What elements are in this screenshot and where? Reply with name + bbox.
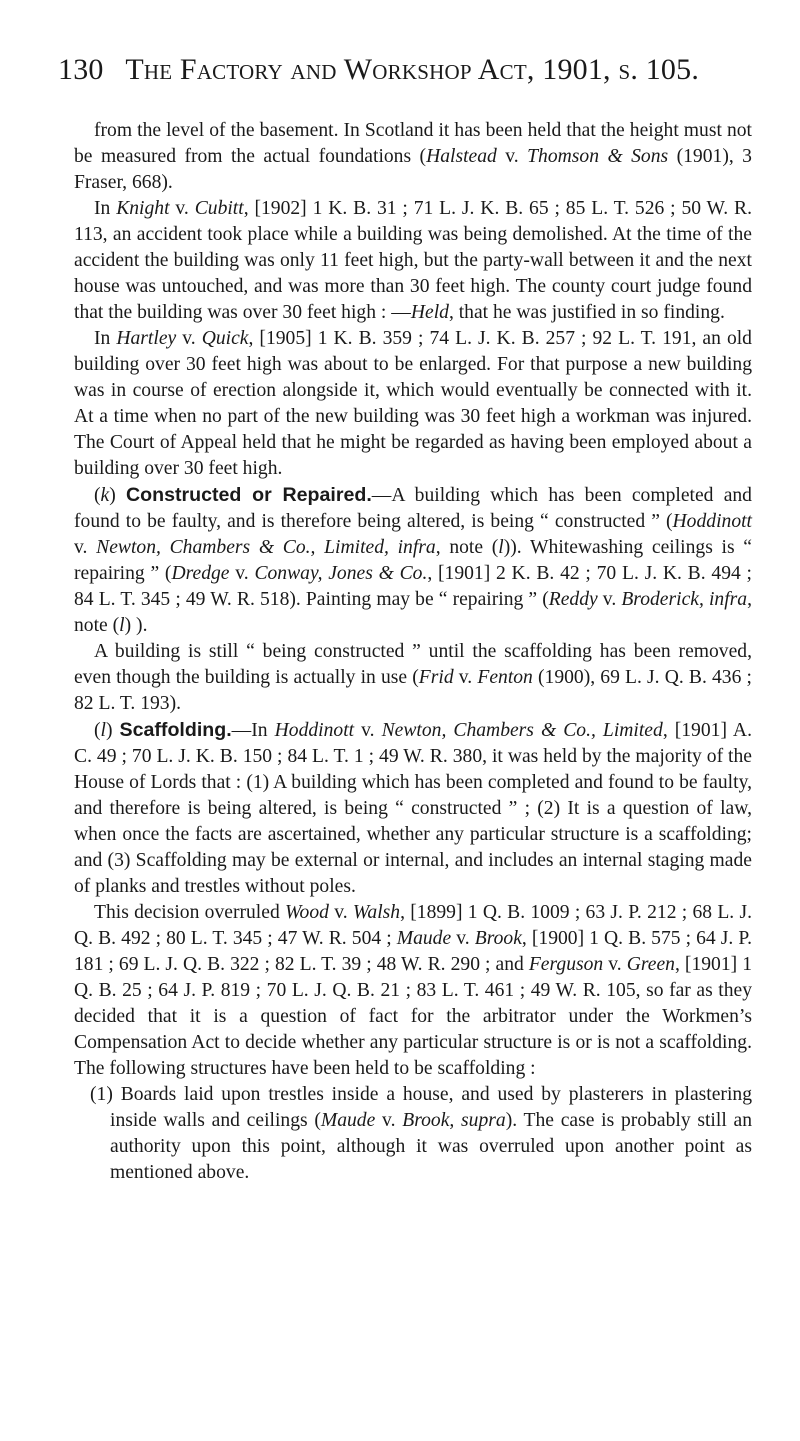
case-name: Quick [201, 328, 249, 349]
case-name: Brook [474, 928, 522, 949]
text-run: This decision overruled [94, 902, 286, 923]
text-run: , [1901] 2 K. B. 42 ; 70 L. J. K. B. 494 ; 84 L. T. 345 ; 49 W. R. 518). Painting may be “ repairing ” ( [74, 563, 752, 610]
text-run: ). The case is probably still an authority upon this point, although it was overruled upon another point as mentioned above. [110, 1110, 752, 1183]
case-name: Reddy [548, 589, 598, 610]
paragraph-frid-v-fenton [74, 639, 752, 717]
text-run: v. [169, 198, 195, 219]
text-run: v. [496, 146, 528, 167]
case-name: Green [626, 954, 675, 975]
text-run: In [94, 198, 117, 219]
text-run: , [1899] 1 Q. B. 1009 ; 63 J. P. 212 ; 68 L. J. Q. B. 492 ; 80 L. T. 345 ; 47 W. R. 504 ; [74, 902, 752, 949]
case-name: Knight [116, 198, 170, 219]
running-head-title: The Factory and Workshop Act, 1901, s. 105. [125, 53, 700, 86]
text-run: , [1900] 1 Q. B. 575 ; 64 J. P. 181 ; 69 L. J. Q. B. 322 ; 82 L. T. 39 ; 48 W. R. 290 ; and [74, 928, 753, 975]
text-run: v. [74, 537, 97, 558]
text-run: v. [451, 928, 475, 949]
text-run: A building is still “ being constructed ” until the scaffolding has been removed, even though the building is actually in use ( [74, 641, 752, 688]
case-name: Cubitt [194, 198, 244, 219]
text-run: , [1905] 1 K. B. 359 ; 74 L. J. K. B. 257 ; 92 L. T. 191, an old building over 30 feet high was about to be enlarged. For that purpose a new building was in course of erection alongside it, which would eventually be connected with it. At a time when no part of the new building was 30 feet high a workman was injured. The Court of Appeal held that he might be regarded as having been employed about a building over 30 feet high. [74, 328, 752, 479]
text-run: v. [603, 954, 627, 975]
text-run: , note ( [74, 589, 752, 636]
case-name: Dredge [171, 563, 230, 584]
case-name: Newton, Chambers & Co., Limited [381, 720, 663, 741]
text-run: , note ( [435, 537, 499, 558]
text-run: v. [375, 1110, 403, 1131]
note-letter: k [100, 485, 110, 506]
text-run: , that he was justified in so finding. [448, 302, 725, 323]
case-name: Walsh [352, 902, 401, 923]
text-run: In [94, 328, 117, 349]
case-name: Fenton [477, 667, 533, 688]
note-letter: l [100, 720, 106, 741]
body-text [74, 118, 752, 1186]
section-heading: Scaffolding. [119, 719, 232, 741]
page-number: 130 [58, 53, 104, 86]
text-run: from the level of the basement. In Scotland it has been held that the height must not be measured from the actual foundations ( [74, 120, 752, 167]
case-name: Maude [396, 928, 452, 949]
list-item-boards-on-trestles [90, 1082, 752, 1186]
text-run: ) [109, 485, 126, 506]
text-run: ( [94, 485, 101, 506]
paragraph-knight-v-cubitt [74, 196, 752, 326]
case-name: Halstead [426, 146, 497, 167]
text-run: v. [229, 563, 255, 584]
text-run: (1) Boards laid upon trestles inside a house, and used by plasterers in plastering inside walls and ceilings ( [90, 1084, 752, 1131]
text-run: , [1902] 1 K. B. 31 ; 71 L. J. K. B. 65 ; 85 L. T. 526 ; 50 W. R. 113, an accident took place while a building was being demolished. At the time of the accident the building was only 11 feet high, but the party-wall between it and the next house was untouched, and was more than 30 feet high. The county court judge found that the building was over 30 feet high : — [74, 198, 752, 323]
case-name: Ferguson [528, 954, 604, 975]
text-run: v. [176, 328, 202, 349]
text-run: ) ). [124, 615, 148, 636]
case-name: Hoddinott [274, 720, 355, 741]
held-word: Held [410, 302, 449, 323]
case-name: Hoddinott [672, 511, 752, 532]
note-letter: l [498, 537, 504, 558]
paragraph-basement [74, 118, 752, 196]
running-head [58, 52, 758, 88]
text-run: (1901), 3 Fraser, 668). [74, 146, 752, 193]
text-run: —A building which has been completed and found to be faulty, and is therefore being altered, is being “ constructed ” ( [74, 485, 752, 532]
case-name: Newton, Chambers & Co., Limited, infra [96, 537, 436, 558]
text-run: , [1901] A. C. 49 ; 70 L. J. K. B. 150 ; 84 L. T. 1 ; 49 W. R. 380, it was held by the majority of the House of Lords that : (1) A building which has been completed and found to be faulty, and therefore is being altered, is being “ constructed ” ; (2) It is a question of law, when once the facts are ascertained, whether any particular structure is a scaffolding; and (3) Scaffolding may be external or internal, and includes an internal staging made of planks and trestles without poles. [74, 720, 752, 897]
case-name: Conway, Jones & Co. [254, 563, 428, 584]
paragraph-constructed-or-repaired [74, 482, 752, 639]
paragraph-overruled [74, 900, 752, 1082]
case-name: Frid [418, 667, 454, 688]
text-run: v. [328, 902, 353, 923]
text-run: —In [231, 720, 275, 741]
text-run: v. [453, 667, 478, 688]
case-name: Hartley [116, 328, 177, 349]
text-run: ( [94, 720, 101, 741]
case-name: Thomson & Sons [527, 146, 669, 167]
case-name: Brook, supra [402, 1110, 506, 1131]
case-name: Maude [320, 1110, 376, 1131]
text-run: v. [354, 720, 382, 741]
section-heading: Constructed or Repaired. [125, 484, 372, 506]
case-name: Broderick, infra [621, 589, 748, 610]
text-run: )). Whitewashing ceilings is “ repairing ” ( [74, 537, 752, 584]
text-run: ) [105, 720, 120, 741]
case-name: Wood [285, 902, 329, 923]
paragraph-scaffolding [74, 717, 752, 900]
note-letter: l [119, 615, 125, 636]
paragraph-hartley-v-quick [74, 326, 752, 482]
text-run: v. [597, 589, 622, 610]
text-run: , [1901] 1 Q. B. 25 ; 64 J. P. 819 ; 70 L. J. Q. B. 21 ; 83 L. T. 461 ; 49 W. R. 105, so far as they decided that it is a question of fact for the arbitrator under the Workmen’s Compensation Act to decide whether any particular structure is or is not a scaffolding. The following structures have been held to be scaffolding : [74, 954, 752, 1079]
text-run: (1900), 69 L. J. Q. B. 436 ; 82 L. T. 193). [74, 667, 752, 714]
